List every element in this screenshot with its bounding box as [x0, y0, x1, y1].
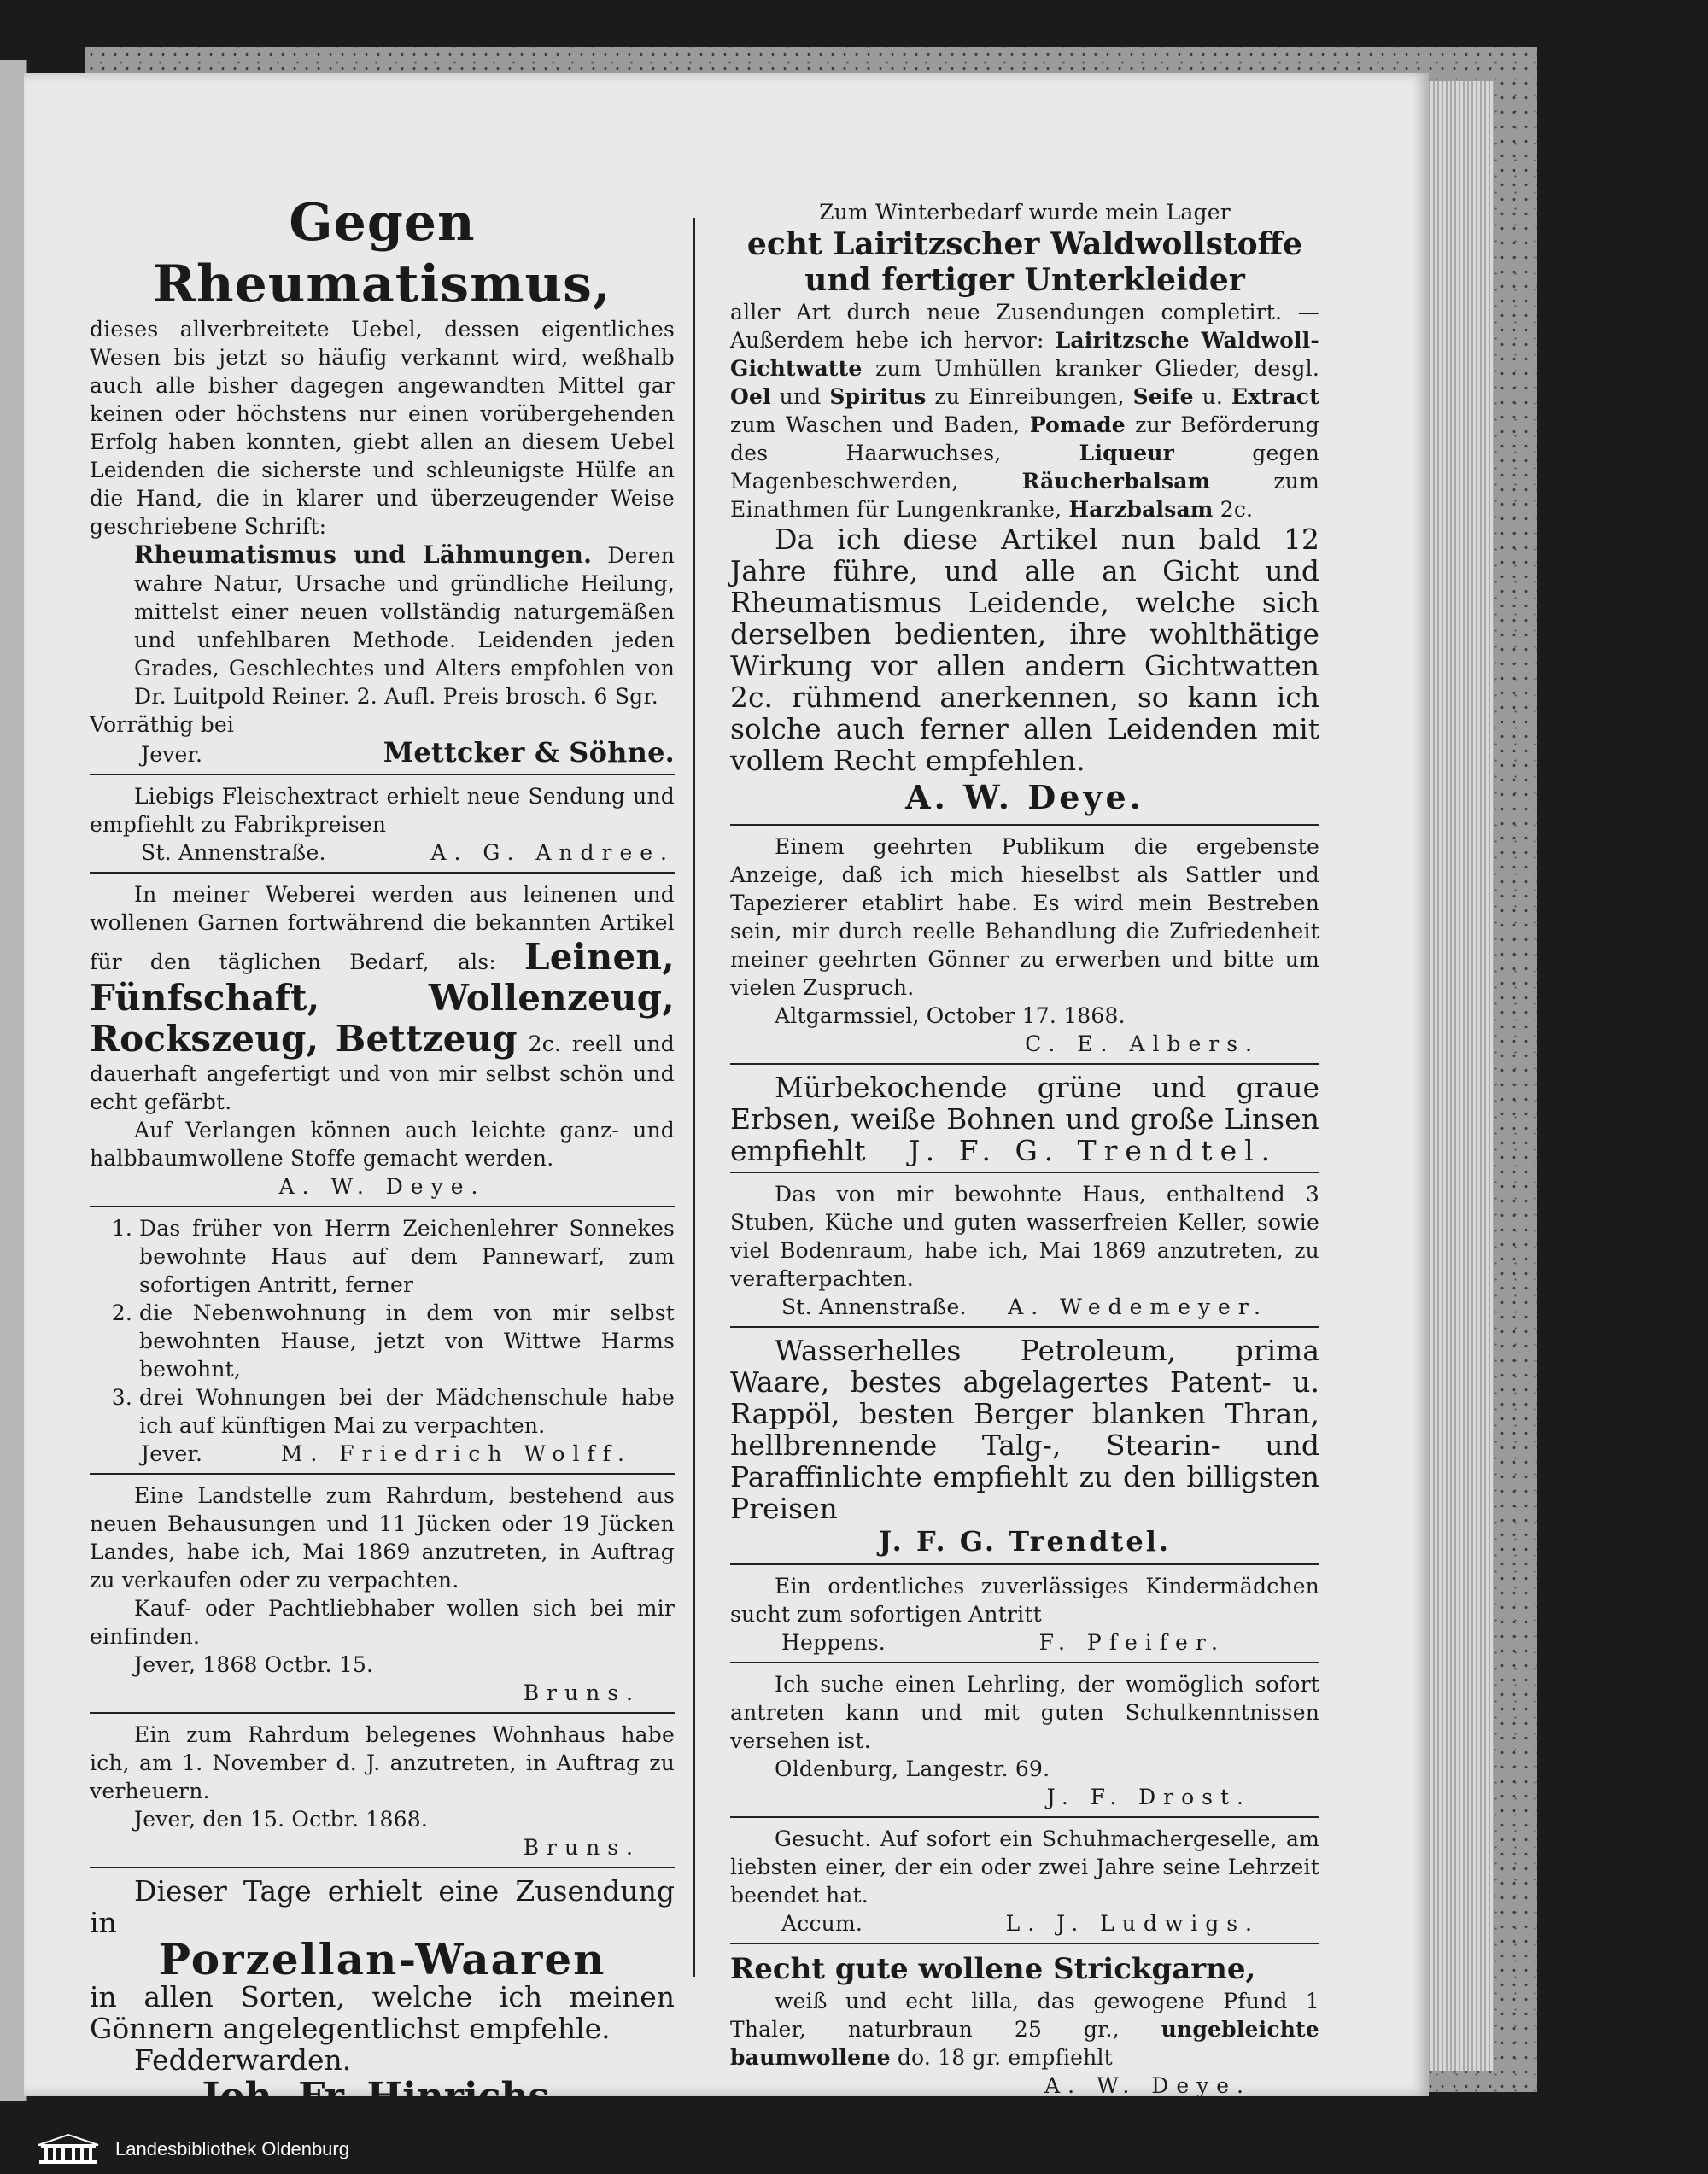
- product-name: Pomade: [1029, 412, 1126, 437]
- ad-place: Jever.: [141, 1441, 203, 1466]
- ad-body: Ich suche einen Lehrling, der womöglich sofort antreten kann und mit guten Schulkenntnissen versehen ist.: [730, 1672, 1319, 1753]
- divider: [730, 824, 1319, 826]
- ad-body-large: Da ich diese Artikel nun bald 12 Jahre führe, und alle an Gicht und Rheumatismus Leidende, welche sich derselben bedienten, ihre wohlthätige Wirkung vor allen andern Gichtwatten 2c. rühmend anerkennen, so kann ich solche auch ferner allen Leidenden mit vollem Recht empfehlen.: [730, 523, 1319, 777]
- ad-body: 2c.: [1220, 497, 1254, 522]
- ad-headline: Recht gute wollene Strickgarne,: [730, 1952, 1256, 1986]
- book-description: Deren wahre Natur, Ursache und gründliche Heilung, mittelst einer neuen vollständig naturgemäßen und unfehlbaren Methode. Leidenden jeden Grades, Geschlechtes und Alters empfohlen von Dr. Luitpold Reiner. 2. Aufl. Preis brosch. 6 Sgr.: [134, 543, 675, 709]
- divider: [730, 1326, 1319, 1328]
- product-list: Leinen, Fünfschaft, Wollenzeug, Rockszeug, Bettzeug: [90, 936, 675, 1060]
- ad-seller: Joh. Fr. Hinrichs.: [202, 2075, 563, 2118]
- ad-seller: A. W. Deye.: [278, 1174, 486, 1199]
- ad-body: Einem geehrten Publikum die ergebenste Anzeige, daß ich mich hieselbst als Sattler und Tapezierer etablirt habe. Es wird mein Bestreben sein, mir durch reelle Behandlung die Zufriedenheit meiner geehrten Gönner zu erwerben und bitte um vielen Zuspruch.: [730, 834, 1319, 1000]
- ad-place: Oldenburg, Langestr. 69.: [775, 1756, 1050, 1781]
- ad-landstelle: [90, 1481, 675, 1707]
- divider: [730, 1662, 1319, 1663]
- ad-date: Jever, 1868 Octbr. 15.: [134, 1652, 374, 1677]
- divider: [90, 1867, 675, 1868]
- divider: [730, 1563, 1319, 1565]
- ad-body: aller Art durch neue Zusendungen completirt. — Außerdem hebe ich hervor:: [730, 300, 1319, 353]
- list-number: 2.: [111, 1300, 132, 1325]
- ad-seller: J. F. G. Trendtel.: [909, 1134, 1278, 1167]
- ad-body: Liebigs Fleischextract erhielt neue Sendung und empfiehlt zu Fabrikpreisen: [90, 784, 675, 837]
- ad-date: Altgarmssiel, October 17. 1868.: [775, 1003, 1126, 1028]
- book-title: Rheumatismus und Lähmungen.: [134, 541, 593, 569]
- ad-extra: Kauf- oder Pachtliebhaber wollen sich bei mir einfinden.: [90, 1596, 675, 1649]
- ad-seller: A. W. Deye.: [905, 778, 1144, 816]
- ad-intro: Dieser Tage erhielt eine Zusendung in: [90, 1874, 675, 1939]
- divider: [730, 1172, 1319, 1173]
- ad-seller: Mettcker & Söhne.: [383, 736, 675, 768]
- ad-body: Ein zum Rahrdum belegenes Wohnhaus habe ich, am 1. November d. J. anzutreten, in Auftrag zu verheuern.: [90, 1722, 675, 1803]
- right-column: [730, 198, 1319, 2100]
- ad-intro: Zum Winterbedarf wurde mein Lager: [819, 200, 1231, 225]
- ad-date: Jever, den 15. Octbr. 1868.: [134, 1807, 428, 1832]
- page-stack-edge: [1426, 81, 1494, 2071]
- product-name: Seife: [1132, 384, 1194, 409]
- ad-body: zum Umhüllen kranker Glieder, desgl.: [875, 356, 1319, 381]
- ad-porzellan: [90, 1875, 675, 2118]
- list-text: die Nebenwohnung in dem von mir selbst bewohnten Hause, jetzt von Wittwe Harms bewohnt,: [139, 1300, 675, 1382]
- ad-wohnhaus: [90, 1721, 675, 1861]
- ad-body: In meiner Weberei werden aus leinenen und wollenen Garnen fortwährend die bekannten Artikel für den täglichen Bedarf, als:: [90, 882, 675, 974]
- library-name: Landesbibliothek Oldenburg: [115, 2138, 349, 2159]
- product-name: Extract: [1231, 384, 1319, 409]
- ad-seller: L. J. Ludwigs.: [1005, 1911, 1260, 1936]
- ad-body: und: [779, 384, 822, 409]
- ad-body: u.: [1202, 384, 1224, 409]
- ad-seller: F. Pfeifer.: [1038, 1630, 1225, 1655]
- ad-erbsen: [730, 1072, 1319, 1166]
- ad-seller: C. E. Albers.: [1025, 1031, 1260, 1056]
- ad-place: St. Annenstraße.: [141, 840, 326, 865]
- divider: [90, 872, 675, 874]
- product-name: Spiritus: [829, 384, 927, 409]
- column-divider: [693, 218, 695, 1977]
- ad-place: Heppens.: [781, 1630, 886, 1655]
- stock-note: Vorräthig bei: [90, 712, 235, 737]
- list-item: [90, 1383, 675, 1440]
- ad-body: do. 18 gr. empfiehlt: [897, 2045, 1113, 2070]
- product-name: Liqueur: [1079, 441, 1175, 465]
- divider: [90, 774, 675, 775]
- ad-seller: A. W. Deye.: [1044, 2073, 1251, 2098]
- ad-waldwolle: [730, 198, 1319, 819]
- ad-rheumatismus: [90, 192, 675, 768]
- ad-body: Ein ordentliches zuverlässiges Kindermädchen sucht zum sofortigen Antritt: [730, 1574, 1319, 1627]
- library-building-icon: [34, 2133, 102, 2165]
- product-name: Lairitzsche Waldwoll-Gichtwatte: [730, 328, 1319, 381]
- list-item: [90, 1214, 675, 1299]
- divider: [90, 1206, 675, 1207]
- ad-product: Porzellan-Waaren: [158, 1934, 606, 1984]
- product-name: Harzbalsam: [1068, 497, 1214, 522]
- ad-place: Fedderwarden.: [134, 2043, 352, 2077]
- ad-body: Gesucht. Auf sofort ein Schuhmachergeselle, am liebsten einer, der ein oder zwei Jahre seine Lehrzeit beendet hat.: [730, 1826, 1319, 1908]
- ad-place: St. Annenstraße.: [781, 1294, 967, 1319]
- list-item: [90, 1299, 675, 1383]
- ad-haus: [730, 1180, 1319, 1321]
- list-text: Das früher von Herrn Zeichenlehrer Sonnekes bewohnte Haus auf dem Pannewarf, zum sofortigen Antritt, ferner: [139, 1216, 675, 1297]
- ad-strickgarne: [730, 1951, 1319, 2100]
- ad-seller: A. G. Andree.: [430, 840, 675, 865]
- ad-seller: A. Wedemeyer.: [1008, 1294, 1268, 1319]
- ad-body: Das von mir bewohnte Haus, enthaltend 3 Stuben, Küche und guten wasserfreien Keller, sowie viel Bodenraum, habe ich, Mai 1869 anzutreten, zu verafterpachten.: [730, 1182, 1319, 1291]
- ad-body: zum Einathmen für Lungenkranke,: [730, 469, 1319, 522]
- ad-lehrling: [730, 1670, 1319, 1811]
- ad-headline: echt Lairitzscher Waldwollstoffe und fertiger Unterkleider: [746, 226, 1303, 298]
- ad-petroleum: [730, 1335, 1319, 1558]
- ad-place: Accum.: [781, 1911, 863, 1936]
- ad-seller: J. F. Drost.: [1046, 1785, 1251, 1809]
- left-column: [90, 192, 675, 2118]
- ad-body: Mürbekochende grüne und graue Erbsen, weiße Bohnen und große Linsen empfiehlt: [730, 1071, 1319, 1167]
- divider: [90, 1473, 675, 1475]
- product-name: ungebleichte baumwollene: [730, 2017, 1319, 2070]
- divider: [730, 1816, 1319, 1818]
- product-name: Räucherbalsam: [1021, 469, 1211, 494]
- ad-weberei: [90, 880, 675, 1201]
- ad-body-rest: 2c. reell und dauerhaft angefertigt und von mir selbst schön und echt gefärbt.: [90, 1031, 675, 1114]
- ad-body: weiß und echt lilla, das gewogene Pfund 1 Thaler, naturbraun 25 gr.,: [730, 1989, 1319, 2042]
- ad-body: dieses allverbreitete Uebel, dessen eigentliches Wesen bis jetzt so häufig verkannt wird, weßhalb auch alle bisher dagegen angewandten Mittel gar keinen oder höchstens nur einen vorübergehenden Erfolg haben konnten, giebt allen an diesem Uebel Leidenden die sicherste und schleunigste Hülfe an die Hand, die in klarer und überzeugender Weise geschriebene Schrift:: [90, 317, 675, 539]
- list-number: 1.: [111, 1216, 132, 1241]
- ad-seller: Bruns.: [523, 1680, 640, 1705]
- ad-place: Jever.: [141, 742, 203, 767]
- product-name: Oel: [730, 384, 771, 409]
- ad-kindermaedchen: [730, 1572, 1319, 1657]
- footer-bar: [0, 2123, 1708, 2174]
- divider: [730, 1943, 1319, 1944]
- ad-headline: Gegen Rheumatismus,: [153, 193, 611, 314]
- ad-body: Eine Landstelle zum Rahrdum, bestehend aus neuen Behausungen und 11 Jücken oder 19 Jücken Landes, habe ich, Mai 1869 anzutreten, in Auftrag zu verkaufen oder zu verpachten.: [90, 1483, 675, 1593]
- divider: [90, 1712, 675, 1714]
- ad-seller: J. F. G. Trendtel.: [879, 1525, 1171, 1557]
- list-text: drei Wohnungen bei der Mädchenschule habe ich auf künftigen Mai zu verpachten.: [139, 1385, 675, 1438]
- ad-body: Wasserhelles Petroleum, prima Waare, bestes abgelagertes Patent- u. Rappöl, besten Berger blanken Thran, hellbrennende Talg-, Stearin- und Paraffinlichte empfiehlt zu den billigsten Preisen: [730, 1334, 1319, 1525]
- divider: [730, 1063, 1319, 1065]
- ad-wohnungen: [90, 1214, 675, 1468]
- ad-body: gegen Magenbeschwerden,: [730, 441, 1319, 494]
- ad-body: zu Einreibungen,: [934, 384, 1125, 409]
- ad-liebig: [90, 782, 675, 867]
- ad-seller: Bruns.: [523, 1835, 640, 1860]
- ad-body: zur Beförderung des Haarwuchses,: [730, 412, 1320, 465]
- ad-schuhmacher: [730, 1825, 1319, 1937]
- ad-seller: M. Friedrich Wolff.: [280, 1441, 632, 1466]
- ad-body: in allen Sorten, welche ich meinen Gönnern angelegentlichst empfehle.: [90, 1980, 675, 2045]
- ad-body: zum Waschen und Baden,: [730, 412, 1021, 437]
- ad-sattler: [730, 833, 1319, 1058]
- list-number: 3.: [111, 1385, 132, 1410]
- ad-extra: Auf Verlangen können auch leichte ganz- und halbbaumwollene Stoffe gemacht werden.: [90, 1118, 675, 1171]
